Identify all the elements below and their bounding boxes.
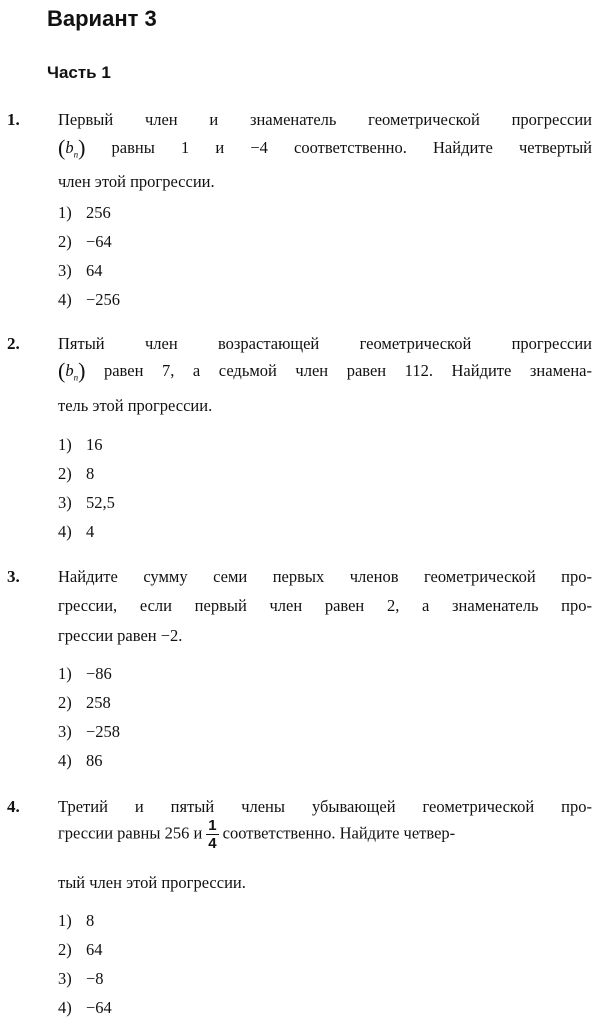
question-2-line-3: тель этой прогрессии.	[58, 396, 213, 415]
question-2-option-3[interactable]: 3) 52,5	[58, 493, 115, 512]
question-3-number: 3.	[7, 567, 20, 586]
question-3-option-3[interactable]: 3) −258	[58, 722, 121, 741]
question-3-option-4[interactable]: 4) 86	[58, 751, 103, 770]
question-2-line-1: Пятый член возрастающей геометрической прогрессии	[58, 334, 592, 353]
question-2-number: 2.	[7, 334, 20, 353]
question-4-line-1: Третий и пятый члены убывающей геометрической про-	[58, 797, 592, 816]
question-2-option-1[interactable]: 1) 16	[58, 435, 103, 454]
question-4-number: 4.	[7, 797, 20, 816]
variant-title: Вариант 3	[47, 6, 157, 31]
fraction-one-quarter: $\frac{1}{4}$	[208, 817, 217, 852]
question-4-option-2[interactable]: 2) 64	[58, 940, 103, 959]
question-1-option-2[interactable]: 2) −64	[58, 232, 112, 251]
sequence-notation: $(b_n)$	[58, 358, 86, 383]
question-4-option-4[interactable]: 4) −64	[58, 998, 112, 1017]
question-2-line-2: $(b_n)$ равен 7, а седьмой член равен 112. Найдите знамена-	[58, 358, 592, 383]
sequence-notation: $(b_n)$	[58, 135, 86, 160]
question-3-line-2: грессии, если первый член равен 2, а знаменатель про-	[58, 596, 592, 615]
question-1-option-1[interactable]: 1) 256	[58, 203, 111, 222]
question-4-line-2: грессии равны 256 и $\frac{1}{4}$ соответственно. Найдите четвер-	[58, 817, 456, 852]
question-1-number: 1.	[7, 110, 20, 129]
question-3-option-1[interactable]: 1) −86	[58, 664, 112, 683]
question-4-option-1[interactable]: 1) 8	[58, 911, 95, 930]
part-heading: Часть 1	[47, 63, 111, 82]
question-3-option-2[interactable]: 2) 258	[58, 693, 111, 712]
question-2-option-2[interactable]: 2) 8	[58, 464, 95, 483]
question-1-option-4[interactable]: 4) −256	[58, 290, 121, 309]
question-1-line-2: $(b_n)$ равны 1 и −4 соответственно. Найдите четвертый	[58, 135, 592, 160]
question-1-option-3[interactable]: 3) 64	[58, 261, 103, 280]
question-2-option-4[interactable]: 4) 4	[58, 522, 95, 541]
question-4-line-3: тый член этой прогрессии.	[58, 873, 246, 892]
question-4-option-3[interactable]: 3) −8	[58, 969, 104, 988]
question-3-line-3: грессии равен −2.	[58, 626, 183, 645]
question-3-line-1: Найдите сумму семи первых членов геометрической про-	[58, 567, 592, 586]
question-1-line-3: член этой прогрессии.	[58, 172, 215, 191]
question-1-line-1: Первый член и знаменатель геометрической прогрессии	[58, 110, 592, 129]
